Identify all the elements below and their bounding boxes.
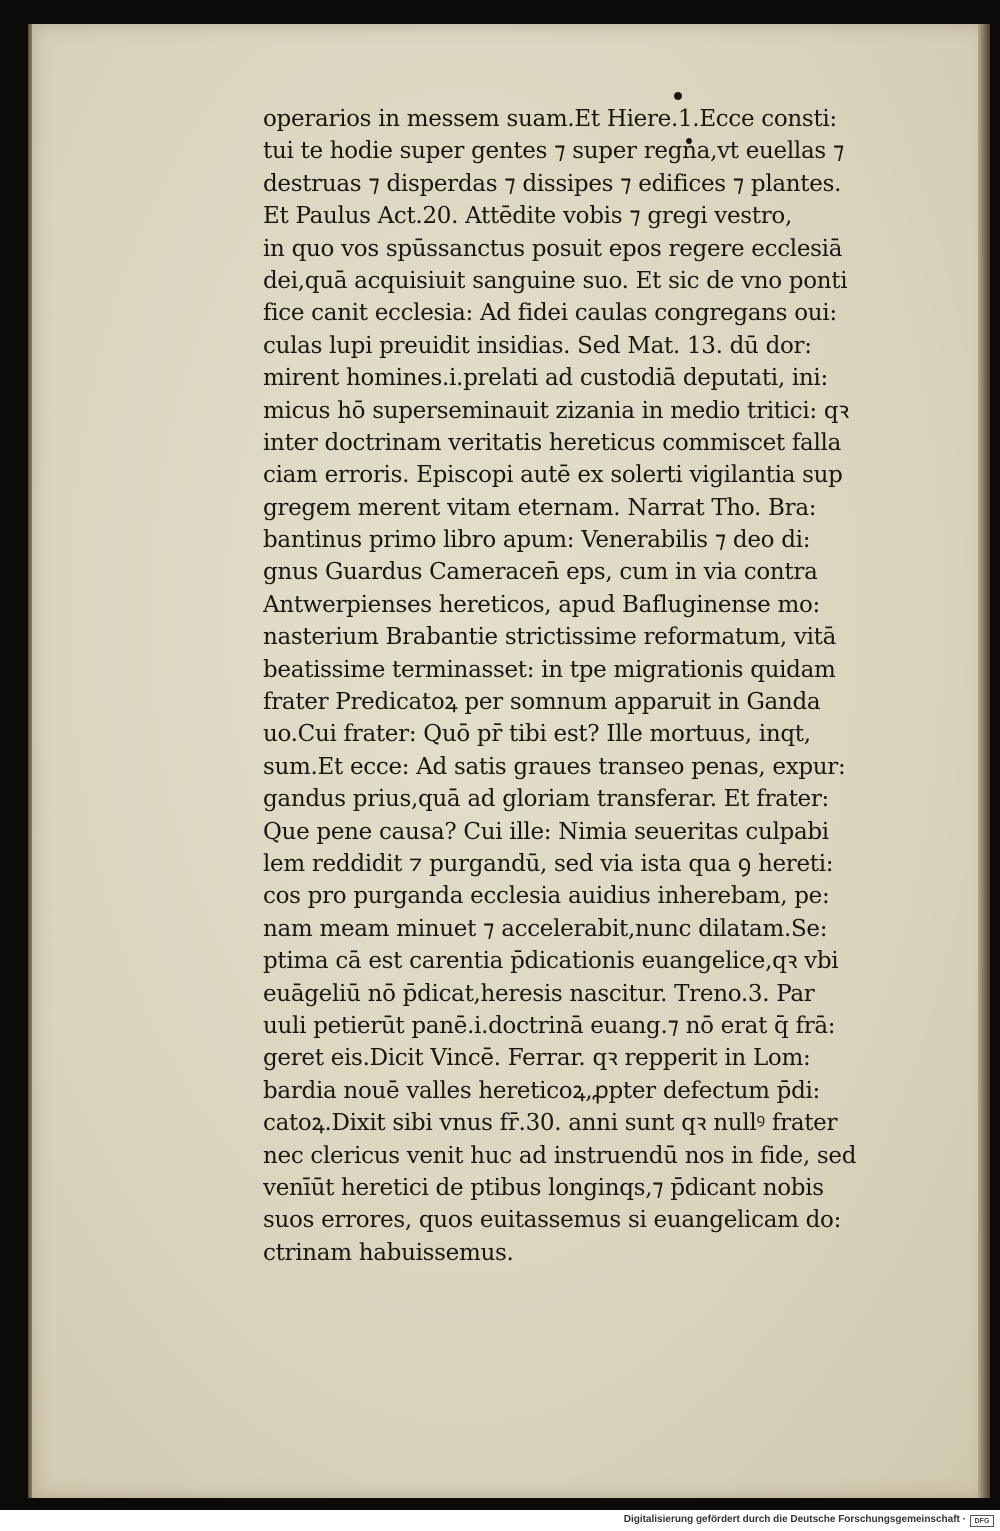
text-line: suos errores, quos euitassemus si euangelicam do: (263, 1207, 842, 1234)
text-line: lem reddidit ⁊ purgandū, sed via ista qua ꝯ hereti: (263, 850, 834, 877)
dfg-logo: DFG (970, 1515, 994, 1527)
text-line: tui te hodie super gentes ⁊ super regna,vt euellas ⁊ (263, 138, 845, 165)
text-line: dei,quā acquisiuit sanguine suo. Et sic de vno ponti (263, 267, 848, 294)
text-line: beatissime terminasset: in tpe migrationis quidam (263, 656, 836, 683)
text-line: gregem merent vitam eternam. Narrat Tho. Bra: (263, 494, 817, 521)
text-line: gandus prius,quā ad gloriam transferar. Et frater: (263, 786, 829, 813)
text-line: operarios in messem suam.Et Hiere.1.Ecce consti: (263, 106, 837, 132)
text-line: fice canit ecclesia: Ad fidei caulas congregans oui: (263, 300, 837, 327)
text-line: nam meam minuet ⁊ accelerabit,nunc dilatam.Se: (263, 915, 828, 942)
text-line: sum.Et ecce: Ad satis graues transeo penas, expur: (263, 753, 846, 780)
text-line: inter doctrinam veritatis hereticus commiscet falla (263, 429, 841, 456)
text-line: ptima cā est carentia p̄dicationis euangelice,qꝛ vbi (263, 948, 839, 975)
text-line: uo.Cui frater: Quō pr̄ tibi est? Ille mortuus, inqt, (263, 721, 811, 748)
text-line: gnus Guardus Cameracen̄ eps, cum in via contra (263, 559, 818, 586)
text-line: micus hō superseminauit zizania in medio tritici: qꝛ (263, 397, 849, 424)
text-line: bantinus primo libro apum: Venerabilis ⁊ deo di: (263, 527, 811, 554)
text-line: catoꝝ.Dixit sibi vnus fr̄.30. anni sunt qꝛ nullꝰ frater (263, 1110, 838, 1137)
text-line: Que pene causa? Cui ille: Nimia seueritas culpabi (263, 818, 829, 845)
text-line: nasterium Brabantie strictissime reformatum, vitā (263, 624, 836, 651)
text-line: ctrinam habuissemus. (263, 1239, 514, 1266)
text-line: venīūt heretici de ptibus longinqs,⁊ p̄dicant nobis (263, 1174, 824, 1201)
ink-spot (674, 92, 682, 100)
page-right-edge (978, 24, 990, 1498)
text-line: bardia nouē valles hereticoꝝ,ꝓpter defectum p̄di: (263, 1077, 821, 1104)
text-line: cos pro purganda ecclesia auidius inherebam, pe: (263, 883, 830, 910)
text-line: frater Predicatoꝝ per somnum apparuit in Ganda (263, 689, 821, 716)
text-line: ciam erroris. Episcopi autē ex solerti vigilantia sup (263, 462, 843, 489)
text-column (263, 103, 923, 1269)
text-line: mirent homines.i.prelati ad custodiā deputati, ini: (263, 365, 828, 392)
text-line: geret eis.Dicit Vincē. Ferrar. qꝛ repperit in Lom: (263, 1045, 811, 1072)
text-line: culas lupi preuidit insidias. Sed Mat. 13. dū dor: (263, 332, 812, 359)
text-line: euāgeliū nō p̄dicat,heresis nascitur. Treno.3. Par (263, 980, 815, 1007)
text-line: destruas ⁊ disperdas ⁊ dissipes ⁊ edifices ⁊ plantes. (263, 170, 842, 197)
footer-bar (0, 1510, 1000, 1531)
text-line: uuli petierūt panē.i.doctrinā euang.⁊ nō erat q̄ frā: (263, 1012, 836, 1039)
text-line: Antwerpienses hereticos, apud Bafluginense mo: (263, 591, 821, 618)
text-line: in quo vos spūssanctus posuit epos regere ecclesiā (263, 235, 843, 262)
text-line: nec clericus venit huc ad instruendū nos in fide, sed (263, 1142, 857, 1169)
footer-credit: Digitalisierung gefördert durch die Deutsche Forschungsgemeinschaft · (623, 1514, 966, 1525)
text-line: Et Paulus Act.20. Attēdite vobis ⁊ gregi vestro, (263, 203, 792, 230)
